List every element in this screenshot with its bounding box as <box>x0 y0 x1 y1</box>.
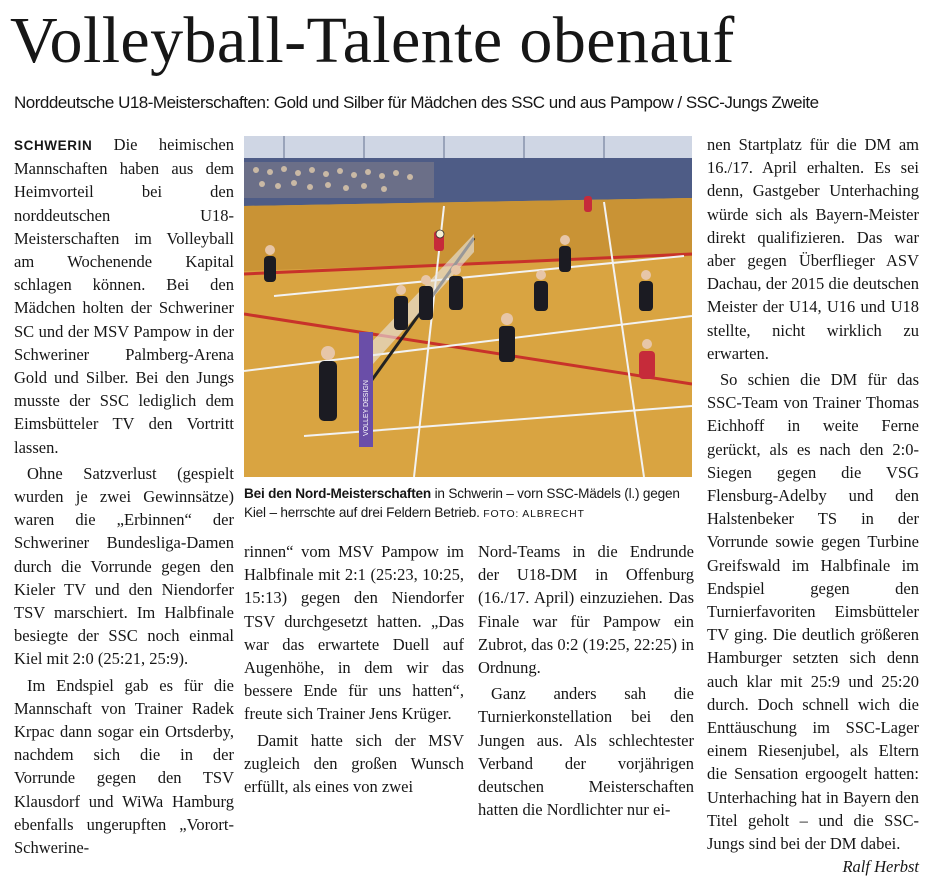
subline: Norddeutsche U18-Meisterschaften: Gold und Silber für Mädchen des SSC und aus Pampow / SSC-Jungs Zweite <box>14 93 819 112</box>
article-column-3 <box>478 540 694 820</box>
article-column-1 <box>14 133 234 858</box>
volleyball-hall-image <box>244 136 692 477</box>
paragraph: Nord-Teams in die Endrunde der U18-DM in Offenburg (16./17. April) einzuziehen. Das Finale war für Pampow ein Zubrot, das 0:2 (19:25, 22:25) in Ordnung. <box>478 542 694 678</box>
article-column-4 <box>707 133 919 877</box>
paragraph: SCHWERIN Die heimischen Mannschaften haben aus dem Heimvorteil bei den norddeutschen U18-Meisterschaften im Volleyball am Wochenende Kapital schlagen können. Bei den Mädchen holten der Schweriner SC und der MSV Pampow in der Schweriner Palmberg-Arena Gold und Silber. Bei den Jungs musste der SSC lediglich dem Eimsbütteler TV den Vortritt lassen. <box>14 135 234 457</box>
paragraph: Ganz anders sah die Turnierkonstellation bei den Jungen aus. Als schlechtester Verband der vorjährigen deutschen Meisterschaften hatten die Nordlichter nur ei- <box>478 684 694 820</box>
author: Ralf Herbst <box>842 857 919 877</box>
photo-caption <box>244 484 696 524</box>
paragraph: Damit hatte sich der MSV zugleich den großen Wunsch erfüllt, als eines von zwei <box>244 730 464 797</box>
article-photo <box>244 136 692 477</box>
paragraph: nen Startplatz für die DM am 16./17. April erhalten. Es sei denn, Gastgeber Unterhaching würde sich als Bayern-Meister direkt qualifizieren. Das war aber gegen Überflieger ASV Dachau, der 2015 die deutschen Meister der U14, U16 und U18 stellte, nicht wirklich zu erwarten. <box>707 135 919 363</box>
paragraph: Ohne Satzverlust (gespielt wurden je zwei Gewinnsätze) waren die „Erbinnen“ der Schweriner Bundesliga-Damen durch die Vorrunde gegen den Kieler TV und den Niendorfer TSV marschiert. Im Halbfinale besiegte der SSC noch einmal Kiel mit 2:0 (25:21, 25:9). <box>14 463 234 669</box>
pole-text: VOLLEY DESIGN <box>363 380 370 436</box>
caption-text: in Schwerin – vorn SSC-Mädels (l.) gegen Kiel – herrschte auf drei Feldern Betrieb. <box>244 486 680 520</box>
dateline: SCHWERIN <box>14 138 93 153</box>
headline: Volleyball-Talente obenauf <box>10 4 735 77</box>
paragraph: Im Endspiel gab es für die Mannschaft von Trainer Radek Krpac dann sogar ein Ortsderby, nachdem sich die in der Vorrunde gegen den TSV Klausdorf und WiWa Hamburg ebenfalls ungerupften „Vorort-Schwerine- <box>14 675 234 858</box>
photo-credit: FOTO: ALBRECHT <box>483 508 585 520</box>
paragraph: rinnen“ vom MSV Pampow im Halbfinale mit 2:1 (25:23, 10:25, 15:13) gegen den Niendorfer TSV durchgesetzt hatten. „Das war das erwartete Duell auf Augenhöhe, in dem wir das bessere Ende für uns hatten“, freute sich Trainer Jens Krüger. <box>244 542 464 724</box>
article-column-2 <box>244 540 464 795</box>
paragraph: So schien die DM für das SSC-Team von Trainer Thomas Eichhoff in weite Ferne gerückt, als es nach den 2:0-Siegen gegen die VSG Flensburg-Adelby und den Halstenbeker TS in der Vorrunde sowie gegen Turbine Greifswald im Halbfinale im Endspiel gegen den Turnierfavoriten Eimsbütteler TV ging. Die deutlich größeren Hamburger setzten sich denn auch klar mit 25:9 und 25:20 durch. Doch schnell wich die Enttäuschung im SSC-Lager einem Riesenjubel, als Eltern die Sensation ergoogelt hatten: Unterhaching hat in Bayern den Titel geholt – und die SSC-Jungs sind bei der DM dabei. Ralf Herbst <box>707 368 919 855</box>
caption-bold: Bei den Nord-Meisterschaften <box>244 486 432 501</box>
